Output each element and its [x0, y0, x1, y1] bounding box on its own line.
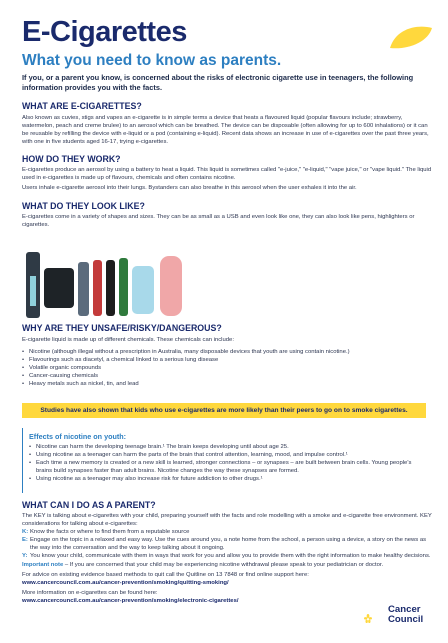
quit-link[interactable]: www.cancercouncil.com.au/cancer-prevention/smoking/quitting-smoking/: [22, 580, 229, 586]
heading-what-are: WHAT ARE E-CIGARETTES?: [22, 101, 142, 111]
list-item: • Cancer-causing chemicals: [22, 372, 432, 380]
studies-banner: Studies have also shown that kids who use e-cigarettes are more likely than their peers to go on to smoke cigarettes.: [22, 403, 426, 418]
key-item: K: Know the facts or where to find them from a reputable source: [22, 529, 190, 535]
more-info: More information on e-cigarettes can be found here: www.cancercouncil.com.au/cancer-prevention/smoking/electronic-cigarettes/: [22, 590, 239, 604]
key-item: E: Engage on the topic in a relaxed and easy way. Use the cues around you, a note home from the school, a person using a device, a story on the news as the way into the conversation and the way to keep talking about it ongoing.: [22, 537, 427, 551]
what-are-body: Also known as cuvies, stigs and vapes an e-cigarette is in simple terms a device that heats a flavoured liquid (popular flavours include; strawberry, watermelon, peach and creme brulee) to an aerosol which can be breathed. The device can be disposable (often allowing for up to 600 inhalations) or it can be reusable by refilling the device with e-liquid or a pod (containing e-liquid). Recent data shows an increase in use of e-cigarettes over the past three years, with one in five students aged 16-17, trying e-cigarettes.: [22, 115, 429, 145]
important-note: Important note – If you are concerned that your child may be experiencing nicotine withdrawal please speak to your pediatrician or doctor.: [22, 562, 384, 568]
look-like-body: E-cigarettes come in a variety of shapes and sizes. They can be as small as a USB and even look like one, they can also look like pens, highlighters or cigarettes.: [22, 214, 415, 228]
list-item: • Nicotine can harm the developing teenage brain.¹ The brain keeps developing until about age 25.: [29, 443, 425, 451]
leaf-decoration: [388, 24, 434, 50]
unsafe-body: E-cigarette liquid is made up of different chemicals. These chemicals can include:: [22, 337, 234, 343]
how-work-body-1: E-cigarettes produce an aerosol by using a battery to heat a liquid. This liquid is sometimes called "e-juice," "e-liquid," "vape juice," or "vape liquid." The liquid used in e-cigarettes is made up of flavours, chemicals and often contains nicotine.: [22, 167, 432, 181]
how-work-body-2: Users inhale e-cigarette aerosol into their lungs. Bystanders can also breathe in this aerosol when the user exhales it into the air.: [22, 185, 357, 191]
page-subtitle: What you need to know as parents.: [22, 52, 282, 69]
heading-parent: WHAT CAN I DO AS A PARENT?: [22, 500, 156, 510]
heading-unsafe: WHY ARE THEY UNSAFE/RISKY/DANGEROUS?: [22, 323, 222, 333]
heading-look-like: WHAT DO THEY LOOK LIKE?: [22, 201, 145, 211]
list-item: • Each time a new memory is created or a new skill is learned, stronger connections – or synapses – are built between brain cells. Young people's brains build synapses faster than adult brains. Nicotine changes the way these synapses are formed.: [29, 459, 425, 475]
logo-text: Cancer Council: [388, 604, 424, 625]
heading-how-work: HOW DO THEY WORK?: [22, 154, 121, 164]
list-item: • Nicotine (although illegal without a prescription in Australia, many disposable devices that youth are using contain nicotine.): [22, 348, 432, 356]
cancer-council-logo: [364, 604, 388, 634]
effects-list: [29, 443, 425, 483]
list-item: • Using nicotine as a teenager can harm the parts of the brain that control attention, learning, mood, and impulse control.¹: [29, 451, 425, 459]
effects-heading: Effects of nicotine on youth:: [29, 432, 127, 441]
list-item: • Heavy metals such as nickel, tin, and lead: [22, 380, 432, 388]
key-list: [22, 528, 432, 605]
list-item: • Volatile organic compounds: [22, 364, 432, 372]
effects-box: [22, 428, 427, 493]
e-cigarette-devices-image: [22, 252, 192, 318]
key-item: Y: You know your child, communicate with them in ways that work for you and allow you to provide them with the right information to make healthy decisions.: [22, 553, 431, 559]
list-item: • Using nicotine as a teenager may also increase risk for future addiction to other drugs.¹: [29, 475, 425, 483]
parent-body: The KEY is talking about e-cigarettes with your child, preparing yourself with the facts and role modelling with a smoke and e-cigarette free environment. KEY considerations for talking about e-cigarettes:: [22, 513, 432, 527]
list-item: • Flavourings such as diacetyl, a chemical linked to a serious lung disease: [22, 356, 432, 364]
unsafe-list: [22, 348, 432, 388]
intro-text: If you, or a parent you know, is concerned about the risks of electronic cigarette use in teenagers, the following information provides you with the facts.: [22, 73, 414, 92]
page-title: E-Cigarettes: [22, 16, 187, 48]
quit-advice: For advice on existing evidence based methods to quit call the Quitline on 13 7848 or find online support here: www.cancercouncil.com.au/cancer-prevention/smoking/quitting-smoking/: [22, 572, 309, 586]
more-info-link[interactable]: www.cancercouncil.com.au/cancer-prevention/smoking/electronic-cigarettes/: [22, 598, 239, 604]
